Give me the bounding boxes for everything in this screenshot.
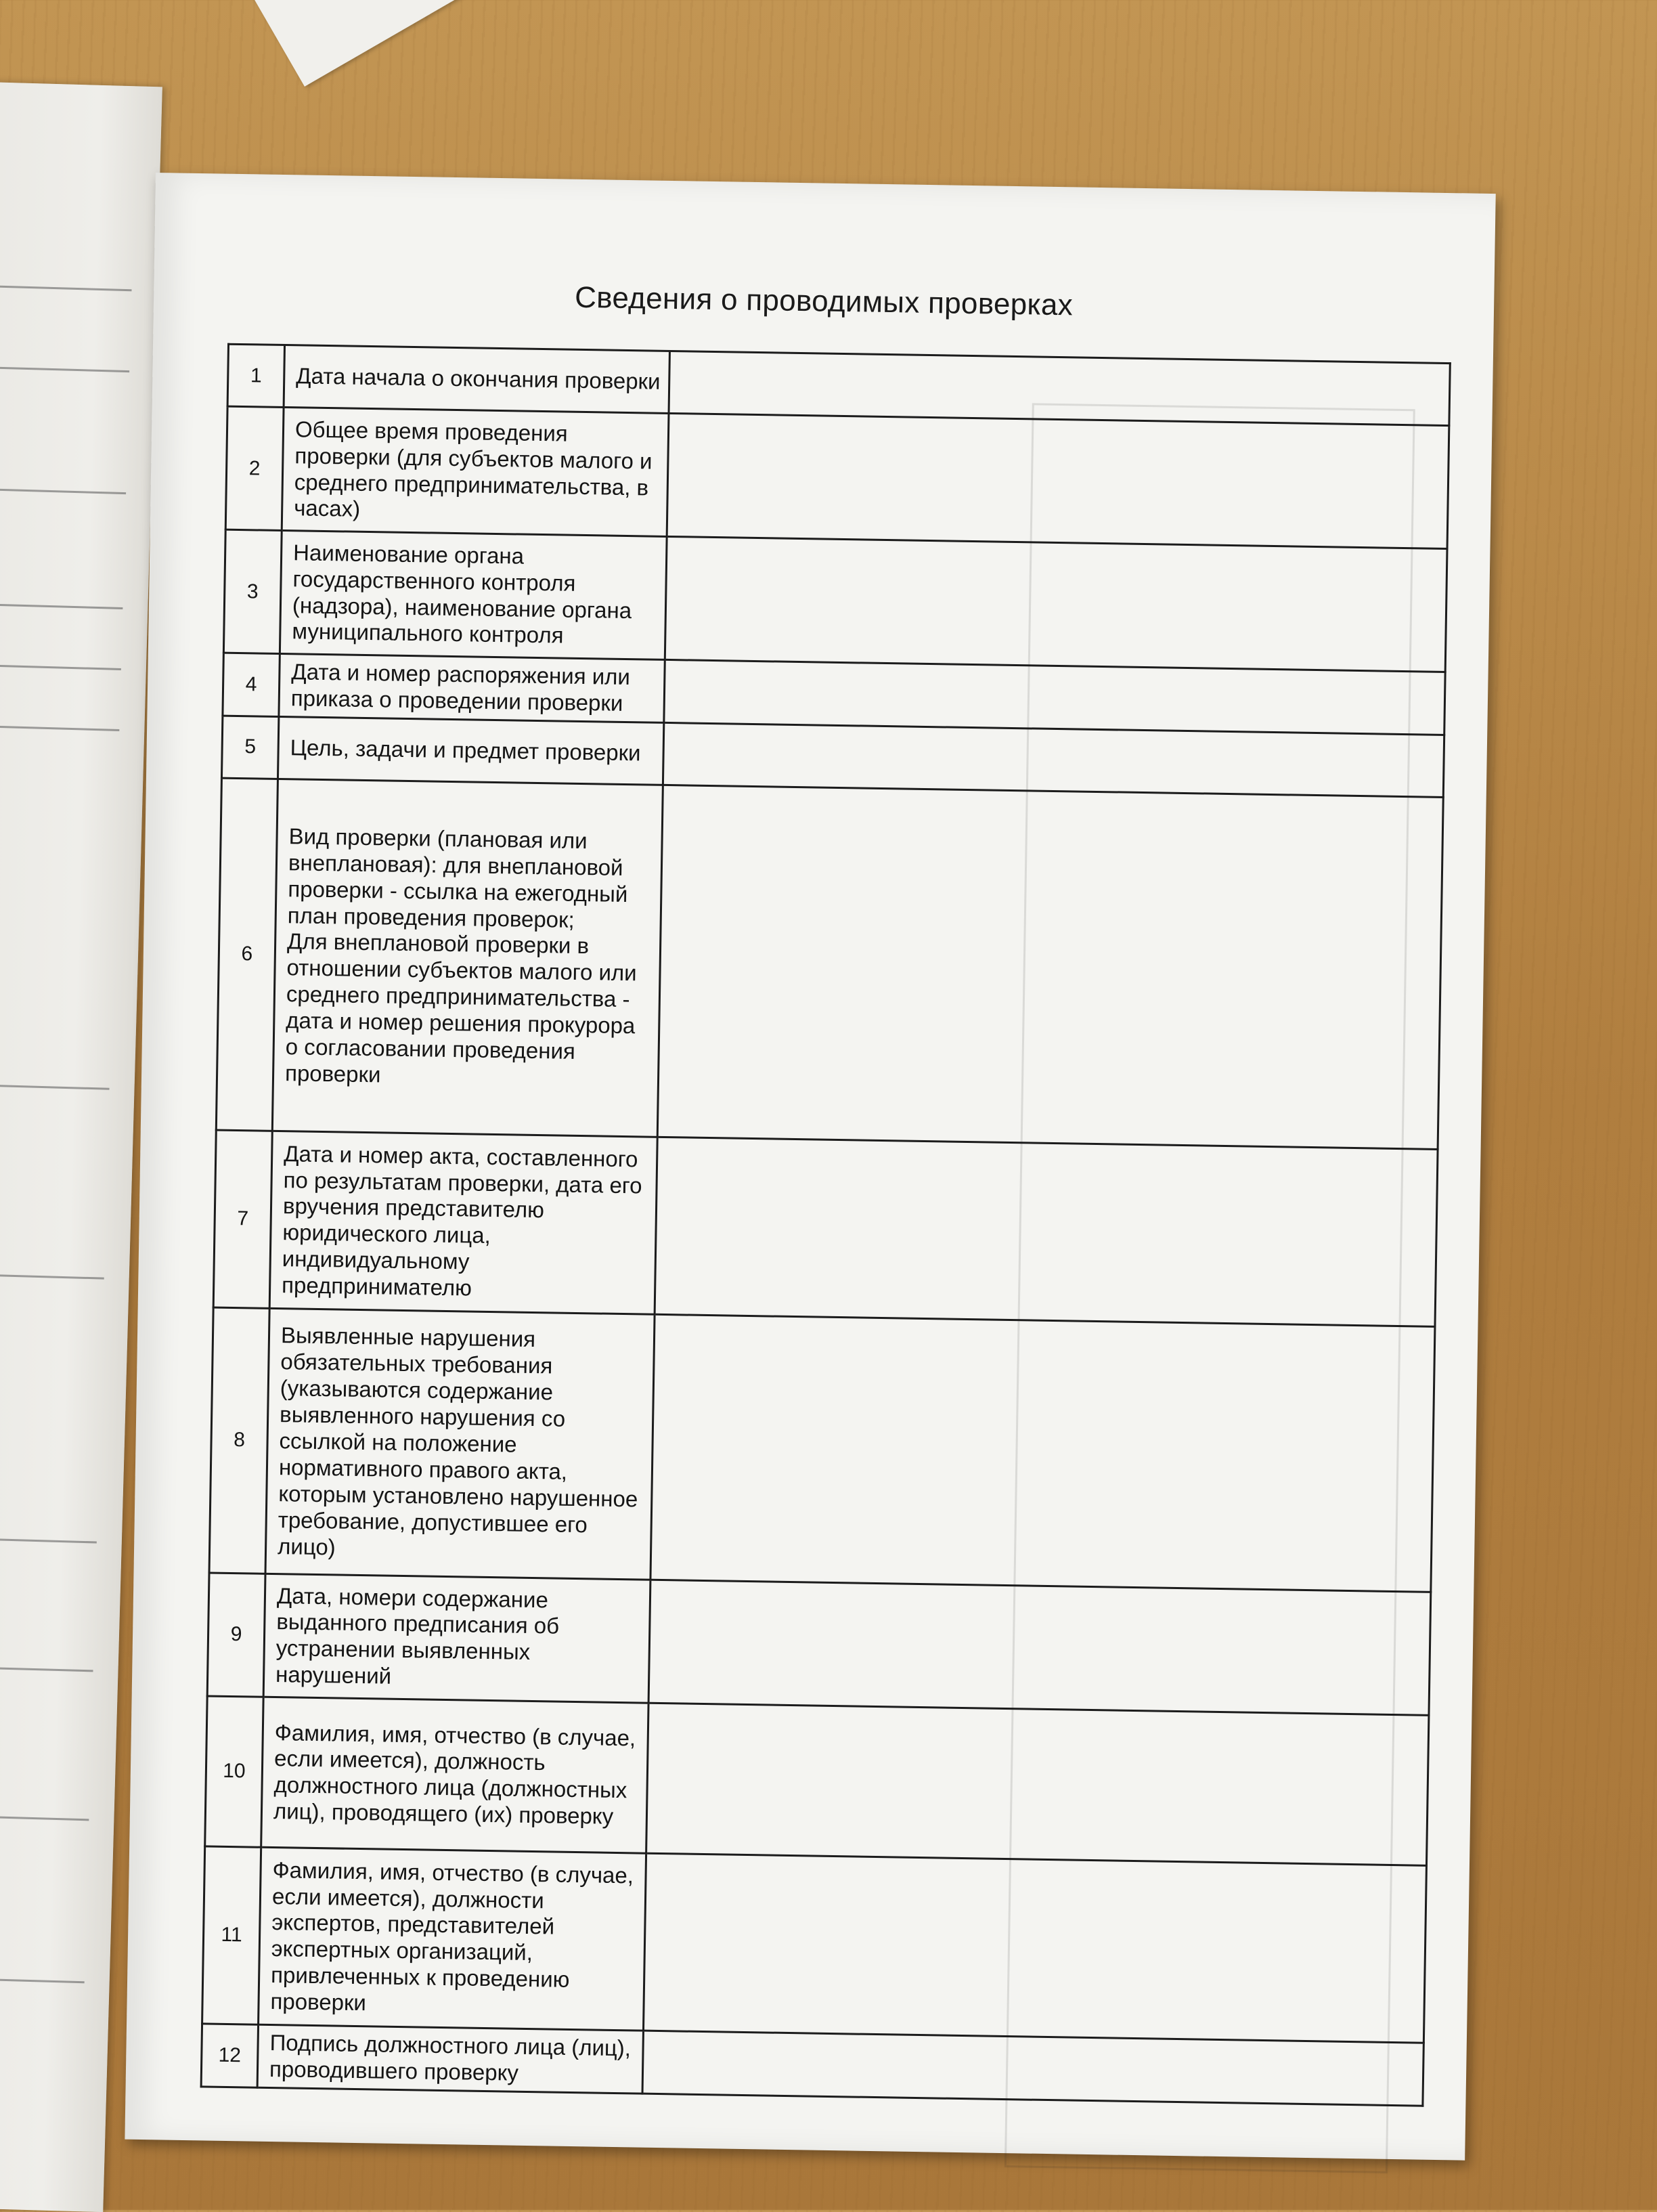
row-label: Фамилия, имя, отчество (в случае, если имеется), должность должностного лица (должностных лиц), проводящего (их) проверку xyxy=(261,1697,648,1853)
row-label: Общее время проведения проверки (для субъектов малого и среднего предпринимательства, в часах) xyxy=(282,408,669,537)
background-paper-corner xyxy=(223,0,498,87)
table-row xyxy=(205,1696,1429,1865)
left-page-table-lines xyxy=(0,286,132,2185)
row-label: Фамилия, имя, отчество (в случае, если имеется), должности экспертов, представителей экспертных организаций, привлеченных к проведению проверки xyxy=(259,1847,646,2031)
document-page xyxy=(125,173,1495,2161)
row-value-field[interactable] xyxy=(664,659,1445,735)
row-number: 1 xyxy=(227,344,284,407)
table-row xyxy=(216,778,1443,1149)
row-label: Выявленные нарушения обязательных требования (указываются содержание выявленного нарушения со ссылкой на положение нормативного правого акта, которым установлено нарушенное требование, допустившее его лицо) xyxy=(265,1308,655,1580)
row-number: 5 xyxy=(221,716,278,779)
table-row xyxy=(209,1307,1435,1592)
row-number: 8 xyxy=(209,1307,269,1574)
row-value-field[interactable] xyxy=(667,413,1449,548)
row-value-field[interactable] xyxy=(650,1314,1435,1592)
table-row xyxy=(213,1130,1438,1326)
row-label: Вид проверки (плановая или внеплановая): для внеплановой проверки - ссылка на ежегодный план проведения проверок; Для внеплановой проверки в отношении субъектов малого или среднего предпринимательства - дата и номер решения прокурора о согласовании проведения проверки xyxy=(272,779,663,1137)
row-value-field[interactable] xyxy=(655,1137,1438,1326)
row-value-field[interactable] xyxy=(642,2031,1423,2106)
row-value-field[interactable] xyxy=(665,536,1447,672)
page-title: Сведения о проводимых проверках xyxy=(574,280,1074,322)
table-row xyxy=(223,529,1447,672)
row-number: 12 xyxy=(201,2024,258,2087)
row-label: Подпись должностного лица (лиц), проводившего проверку xyxy=(257,2024,643,2094)
row-value-field[interactable] xyxy=(648,1580,1431,1715)
row-number: 3 xyxy=(223,529,282,653)
row-number: 9 xyxy=(207,1573,265,1697)
row-number: 4 xyxy=(223,653,280,716)
row-label: Дата, номери содержание выданного предписания об устранении выявленных нарушений xyxy=(263,1574,650,1703)
row-number: 2 xyxy=(225,406,284,530)
table-row xyxy=(202,1846,1427,2043)
row-value-field[interactable] xyxy=(669,351,1450,425)
row-label: Дата и номер акта, составленного по результатам проверки, дата его вручения представителю юридического лица, индивидуальному предпринимателю xyxy=(269,1131,657,1314)
inspection-info-table xyxy=(200,343,1451,2107)
row-value-field[interactable] xyxy=(643,1853,1426,2043)
row-number: 10 xyxy=(205,1696,263,1847)
row-number: 11 xyxy=(202,1846,261,2024)
row-value-field[interactable] xyxy=(657,785,1443,1149)
row-number: 7 xyxy=(213,1130,272,1308)
row-number: 6 xyxy=(216,778,278,1131)
row-label: Дата начала о окончания проверки xyxy=(284,345,669,414)
row-label: Дата и номер распоряжения или приказа о проведении проверки xyxy=(279,653,665,722)
row-value-field[interactable] xyxy=(663,722,1444,797)
table-row xyxy=(225,406,1449,548)
row-label: Наименование органа государственного контроля (надзора), наименование органа муниципального контроля xyxy=(280,530,667,659)
table-row xyxy=(207,1573,1431,1715)
row-label: Цель, задачи и предмет проверки xyxy=(278,716,663,785)
row-value-field[interactable] xyxy=(646,1703,1429,1865)
